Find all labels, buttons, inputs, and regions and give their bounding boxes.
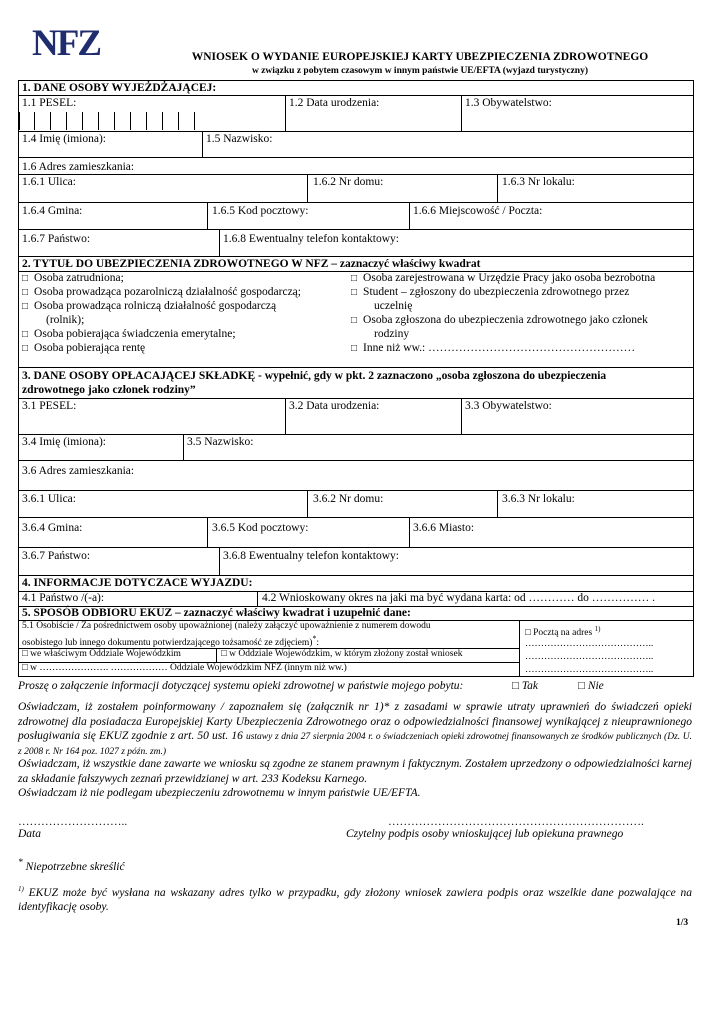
section5-heading: 5. SPOSÓB ODBIORU EKUZ – zaznaczyć właściwy kwadrat i uzupełnić dane: <box>22 607 411 619</box>
s3-address: 3.6 Adres zamieszkania: <box>22 465 135 477</box>
s1-flat-no[interactable]: 1.6.3 Nr lokalu: <box>502 176 575 188</box>
declaration-2: Oświadczam, iż wszystkie dane zawarte we wniosku są zgodne ze stanem prawnym i faktycznym. Zostałem uprzedzony o odpowiedzialności karnej za składanie fałszywych zeznań przewidzianej w art. 233 Kodeksu Karnego. <box>18 758 692 785</box>
s5-post-address-2[interactable]: ………………………………….. <box>525 652 654 662</box>
s5-post-option[interactable]: □ Pocztą na adres $^{1)}$ <box>525 625 601 639</box>
s3-first-name[interactable]: 3.4 Imię (imiona): <box>22 436 106 448</box>
declaration-3: Oświadczam iż nie podlegam ubezpieczeniu zdrowotnemu w innym państwie UE/EFTA. <box>18 787 421 799</box>
s1-street[interactable]: 1.6.1 Ulica: <box>22 176 76 188</box>
s1-house-no[interactable]: 1.6.2 Nr domu: <box>313 176 384 188</box>
s1-first-name[interactable]: 1.4 Imię (imiona): <box>22 133 106 145</box>
section1-heading: 1. DANE OSOBY WYJEŻDŻAJĄCEJ: <box>22 82 217 94</box>
s5-option-other-branch[interactable]: □ w …………………. ……………… Oddziale Wojewódzkim NFZ (innym niż ww.) <box>22 663 347 673</box>
s3-birth-date[interactable]: 3.2 Data urodzenia: <box>289 400 380 412</box>
s2-right-opt-2[interactable]: □ Student – zgłoszony do ubezpieczenia zdrowotnego przez <box>351 286 630 298</box>
info-question: Proszę o załączenie informacji dotyczącej systemu opieki zdrowotnej w państwie mojego pobytu: <box>18 680 464 692</box>
s1-birth-date[interactable]: 1.2 Data urodzenia: <box>289 97 380 109</box>
s3-pesel-label[interactable]: 3.1 PESEL: <box>22 400 77 412</box>
s4-country[interactable]: 4.1 Państwo /(-a): <box>22 592 105 604</box>
date-line[interactable]: ……………………….. <box>18 816 128 828</box>
s3-citizenship[interactable]: 3.3 Obywatelstwo: <box>465 400 552 412</box>
s1-pesel-label: 1.1 PESEL: <box>22 97 77 109</box>
s5-post-address-1[interactable]: ………………………………….. <box>525 639 654 649</box>
s1-country[interactable]: 1.6.7 Państwo: <box>22 233 91 245</box>
footnote-1: $^{1)}$ EKUZ może być wysłana na wskazany adres tylko w przypadku, gdy złożony wniosek zawiera podpis oraz wszelkie dane pozwalające na identyfikację osoby. <box>18 885 693 914</box>
s2-left-opt-4[interactable]: □ Osoba pobierająca świadczenia emerytalne; <box>22 328 236 340</box>
s3-street[interactable]: 3.6.1 Ulica: <box>22 493 76 505</box>
s5-line1: 5.1 Osobiście / Za pośrednictwem osoby upoważnionej (należy załączyć upoważnienie z numerem dowodu <box>22 621 431 631</box>
s2-left-opt-5[interactable]: □ Osoba pobierająca rentę <box>22 342 146 354</box>
info-yes-option[interactable]: □ Tak <box>512 680 539 692</box>
s2-left-opt-1[interactable]: □ Osoba zatrudniona; <box>22 272 124 284</box>
s1-city[interactable]: 1.6.6 Miejscowość / Poczta: <box>413 205 543 217</box>
nfz-logo: NFZ <box>32 23 100 64</box>
s5-post-address-3[interactable]: ………………………………….. <box>525 665 654 675</box>
s5-option-own-branch[interactable]: □ we właściwym Oddziale Wojewódzkim <box>22 649 181 659</box>
footnote-star: * Niepotrzebne skreślić <box>18 857 125 873</box>
section4-heading: 4. INFORMACJE DOTYCZACE WYJAZDU: <box>22 577 253 589</box>
info-no-option[interactable]: □ Nie <box>578 680 604 692</box>
signature-line[interactable]: …………………………………………………………. <box>388 816 644 828</box>
form-subtitle: w związku z pobytem czasowym w innym państwie UE/EFTA (wyjazd turystyczny) <box>251 66 588 76</box>
s2-right-opt-1[interactable]: □ Osoba zarejestrowana w Urzędzie Pracy jako osoba bezrobotna <box>351 272 656 284</box>
section2-heading: 2. TYTUŁ DO UBEZPIECZENIA ZDROWOTNEGO W NFZ – zaznaczyć właściwy kwadrat <box>22 258 481 270</box>
s2-right-opt-4[interactable]: □ Inne niż ww.: ……………………………………………… <box>351 342 636 354</box>
section3-heading-cont: zdrowotnego jako członek rodziny” <box>22 384 196 396</box>
s3-flat-no[interactable]: 3.6.3 Nr lokalu: <box>502 493 575 505</box>
s1-pesel-boxes[interactable] <box>19 112 195 130</box>
s2-right-opt-3-cont: rodziny <box>374 328 410 340</box>
s3-postcode[interactable]: 3.6.5 Kod pocztowy: <box>212 522 309 534</box>
s1-commune[interactable]: 1.6.4 Gmina: <box>22 205 83 217</box>
s3-country[interactable]: 3.6.7 Państwo: <box>22 550 91 562</box>
s1-last-name[interactable]: 1.5 Nazwisko: <box>206 133 273 145</box>
s2-right-opt-3[interactable]: □ Osoba zgłoszona do ubezpieczenia zdrowotnego jako członek <box>351 314 648 326</box>
form-title: WNIOSEK O WYDANIE EUROPEJSKIEJ KARTY UBEZPIECZENIA ZDROWOTNEGO <box>191 51 649 63</box>
s3-commune[interactable]: 3.6.4 Gmina: <box>22 522 83 534</box>
s5-option-filing-branch[interactable]: □ w Oddziale Wojewódzkim, w którym złożony został wniosek <box>221 649 463 659</box>
s5-line2: osobistego lub innego dokumentu potwierdzającego tożsamość ze zdjęciem)*: <box>22 634 320 649</box>
s2-right-opt-2-cont: uczelnię <box>374 300 413 312</box>
s4-period[interactable]: 4.2 Wnioskowany okres na jaki ma być wydana karta: od ………… do …………… . <box>262 592 655 604</box>
s2-left-opt-2[interactable]: □ Osoba prowadząca pozarolniczą działalność gospodarczą; <box>22 286 301 298</box>
s1-postcode[interactable]: 1.6.5 Kod pocztowy: <box>212 205 309 217</box>
page-number: 1/3 <box>676 918 689 928</box>
date-label: Data <box>18 828 41 840</box>
s3-city[interactable]: 3.6.6 Miasto: <box>413 522 475 534</box>
s3-phone[interactable]: 3.6.8 Ewentualny telefon kontaktowy: <box>223 550 399 562</box>
section3-heading: 3. DANE OSOBY OPŁACAJĄCEJ SKŁADKĘ - wypełnić, gdy w pkt. 2 zaznaczono „osoba zgłoszona do ubezpieczenia <box>22 370 607 382</box>
s1-citizenship[interactable]: 1.3 Obywatelstwo: <box>465 97 552 109</box>
s3-house-no[interactable]: 3.6.2 Nr domu: <box>313 493 384 505</box>
application-form <box>18 80 694 677</box>
s1-address: 1.6 Adres zamieszkania: <box>22 161 135 173</box>
declaration-1: Oświadczam, iż zostałem poinformowany / zapoznałem się (załącznik nr 1)* z zasadami w sprawie utraty uprawnień do świadczeń opieki zdrowotnej dla posiadacza Europejskiej Karty Ubezpieczenia Zdrowotnego oraz o odpowiedzialności finansowej wynikającej z nieuprawnionego posługiwania się EKUZ zgodnie z art. 50 ust. 16 ustawy z dnia 27 sierpnia 2004 r. o świadczeniach opieki zdrowotnej finansowanych ze środków publicznych (Dz. U. z 2008 r. Nr 164 poz. 1027 z późn. zm.) <box>18 701 692 757</box>
s3-last-name[interactable]: 3.5 Nazwisko: <box>187 436 254 448</box>
signature-label: Czytelny podpis osoby wnioskującej lub opiekuna prawnego <box>346 828 624 840</box>
s2-left-opt-3-cont: (rolnik); <box>46 314 85 326</box>
s2-left-opt-3[interactable]: □ Osoba prowadząca rolniczą działalność gospodarczą <box>22 300 277 312</box>
s1-phone[interactable]: 1.6.8 Ewentualny telefon kontaktowy: <box>223 233 399 245</box>
